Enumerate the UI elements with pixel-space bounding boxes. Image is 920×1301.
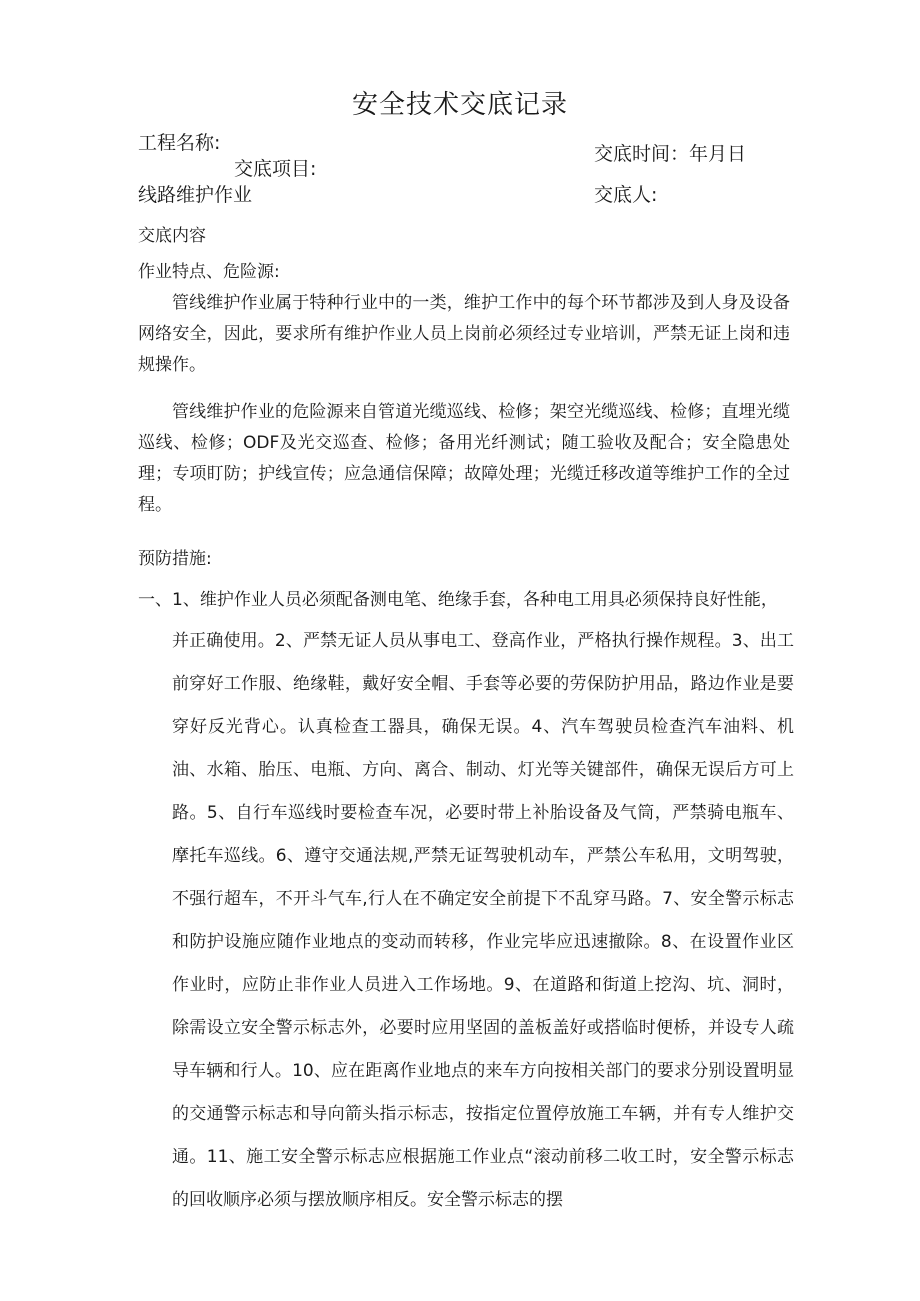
list-number: 一、 [138,590,172,610]
features-heading: 作业特点、危险源: [138,262,280,282]
page-title: 安全技术交底记录 [351,90,568,120]
person-label: 交底人: [594,184,658,206]
time-label: 交底时间：年月日 [594,143,747,165]
paragraph-intro: 管线维护作业属于特种行业中的一类，维护工作中的每个环节都涉及到人身及设备网络安全，因此，要求所有维护作业人员上岗前必须经过专业培训，严禁无证上岗和违规操作。 [138,293,790,375]
paragraph-hazards: 管线维护作业的危险源来自管道光缆巡线、检修；架空光缆巡线、检修；直埋光缆巡线、检修；ODF及光交巡查、检修；备用光纤测试；随工验收及配合；安全隐患处理；专项盯防；护线宣传；应急通信保障；故障处理；光缆迁移改道等维护工作的全过程。 [138,402,790,515]
item-label: 交底项目: [234,158,317,180]
measures-body: 并正确使用。2、严禁无证人员从事电工、登高作业，严格执行操作规程。3、出工前穿好工作服、绝缘鞋，戴好安全帽、手套等必要的劳保防护用品，路边作业是要穿好反光背心。认真检查工器具，确保无误。4、汽车驾驶员检查汽车油料、机油、水箱、胎压、电瓶、方向、离合、制动、灯光等关键部件，确保无误后方可上路。5、自行车巡线时要检查车况，必要时带上补胎设备及气筒，严禁骑电瓶车、摩托车巡线。6、遵守交通法规,严禁无证驾驶机动车，严禁公车私用，文明驾驶，不强行超车，不开斗气车,行人在不确定安全前提下不乱穿马路。7、安全警示标志和防护设施应随作业地点的变动而转移，作业完毕应迅速撤除。8、在设置作业区作业时，应防止非作业人员进入工作场地。9、在道路和街道上挖沟、坑、洞时，除需设立安全警示标志外，必要时应用坚固的盖板盖好或搭临时便桥，并设专人疏导车辆和行人。10、应在距离作业地点的来车方向按相关部门的要求分别设置明显的交通警示标志和导向箭头指示标志，按指定位置停放施工车辆，并有专人维护交通。11、施工安全警示标志应根据施工作业点“滚动前移二收工时，安全警示标志的回收顺序必须与摆放顺序相反。安全警示标志的摆 [172,631,794,1210]
content-label: 交底内容 [138,226,206,246]
item-value: 线路维护作业 [138,184,253,206]
measures-first-line: 1、维护作业人员必须配备测电笔、绝缘手套，各种电工用具必须保持良好性能， [172,590,778,610]
measures-heading: 预防措施: [138,549,212,569]
project-name-label: 工程名称: [138,132,221,154]
